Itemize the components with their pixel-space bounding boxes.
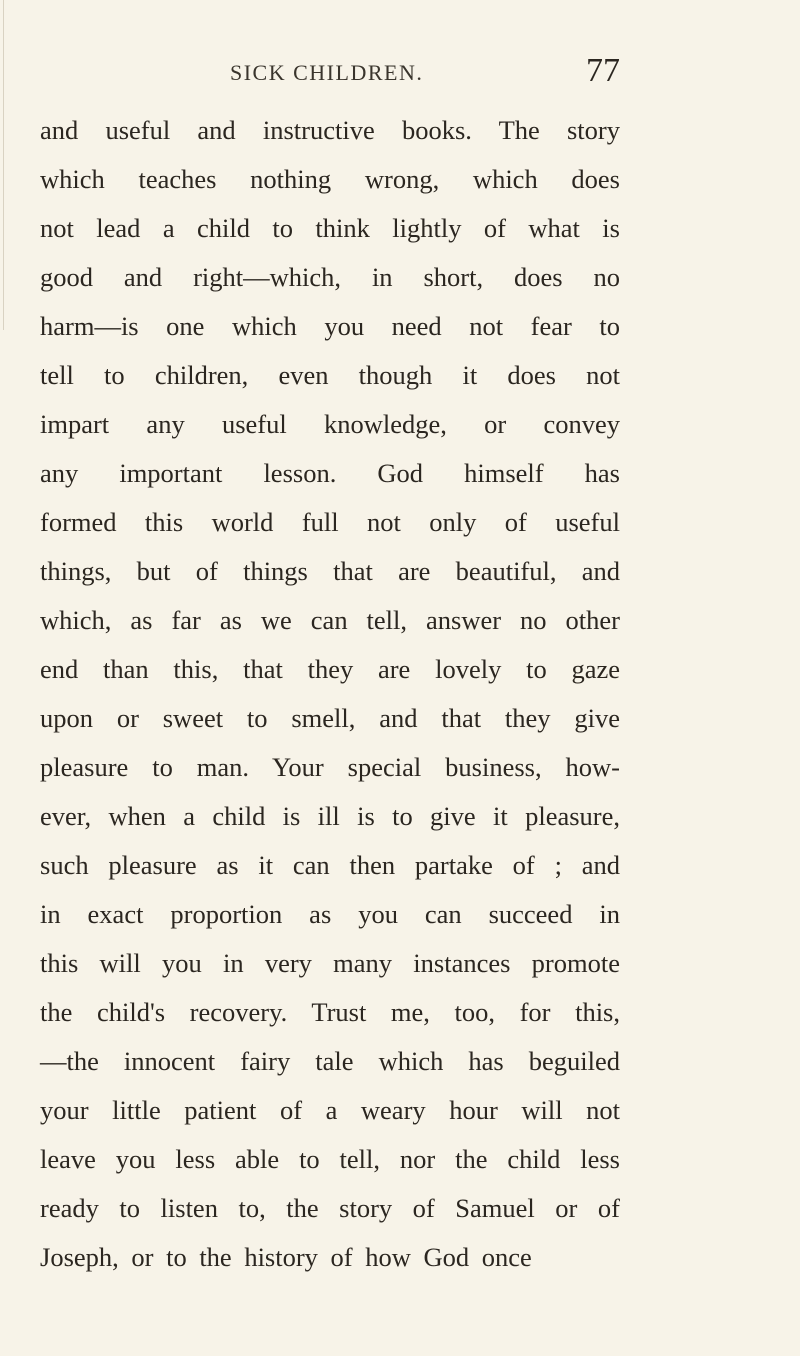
text-line: which teaches nothing wrong, which does bbox=[40, 164, 620, 194]
text-line: any important lesson. God himself has bbox=[40, 458, 620, 488]
text-line: —the innocent fairy tale which has beguiled bbox=[40, 1046, 620, 1076]
text-line: things, but of things that are beautiful, and bbox=[40, 556, 620, 586]
body-text bbox=[40, 106, 620, 1282]
text-line: the child's recovery. Trust me, too, for this, bbox=[40, 997, 620, 1027]
text-line: and useful and instructive books. The story bbox=[40, 115, 620, 145]
text-line: your little patient of a weary hour will not bbox=[40, 1095, 620, 1125]
text-line: upon or sweet to smell, and that they give bbox=[40, 703, 620, 733]
text-line: harm—is one which you need not fear to bbox=[40, 311, 620, 341]
text-line: ready to listen to, the story of Samuel or of bbox=[40, 1193, 620, 1223]
text-line: in exact proportion as you can succeed in bbox=[40, 899, 620, 929]
text-line: not lead a child to think lightly of what is bbox=[40, 213, 620, 243]
text-line: good and right—which, in short, does no bbox=[40, 262, 620, 292]
text-line: tell to children, even though it does not bbox=[40, 360, 620, 390]
text-line: formed this world full not only of useful bbox=[40, 507, 620, 537]
text-line: leave you less able to tell, nor the child less bbox=[40, 1144, 620, 1174]
text-line: impart any useful knowledge, or convey bbox=[40, 409, 620, 439]
page-number: 77 bbox=[586, 52, 620, 89]
text-line: this will you in very many instances promote bbox=[40, 948, 620, 978]
text-line: which, as far as we can tell, answer no other bbox=[40, 605, 620, 635]
text-line: Joseph, or to the history of how God once bbox=[40, 1242, 532, 1272]
running-title: SICK CHILDREN. bbox=[230, 60, 424, 85]
page-header bbox=[150, 52, 620, 98]
text-line: ever, when a child is ill is to give it pleasure, bbox=[40, 801, 620, 831]
text-line: pleasure to man. Your special business, how- bbox=[40, 752, 620, 782]
text-line: end than this, that they are lovely to gaze bbox=[40, 654, 620, 684]
text-line: such pleasure as it can then partake of ; and bbox=[40, 850, 620, 880]
page-edge-line bbox=[3, 0, 4, 330]
